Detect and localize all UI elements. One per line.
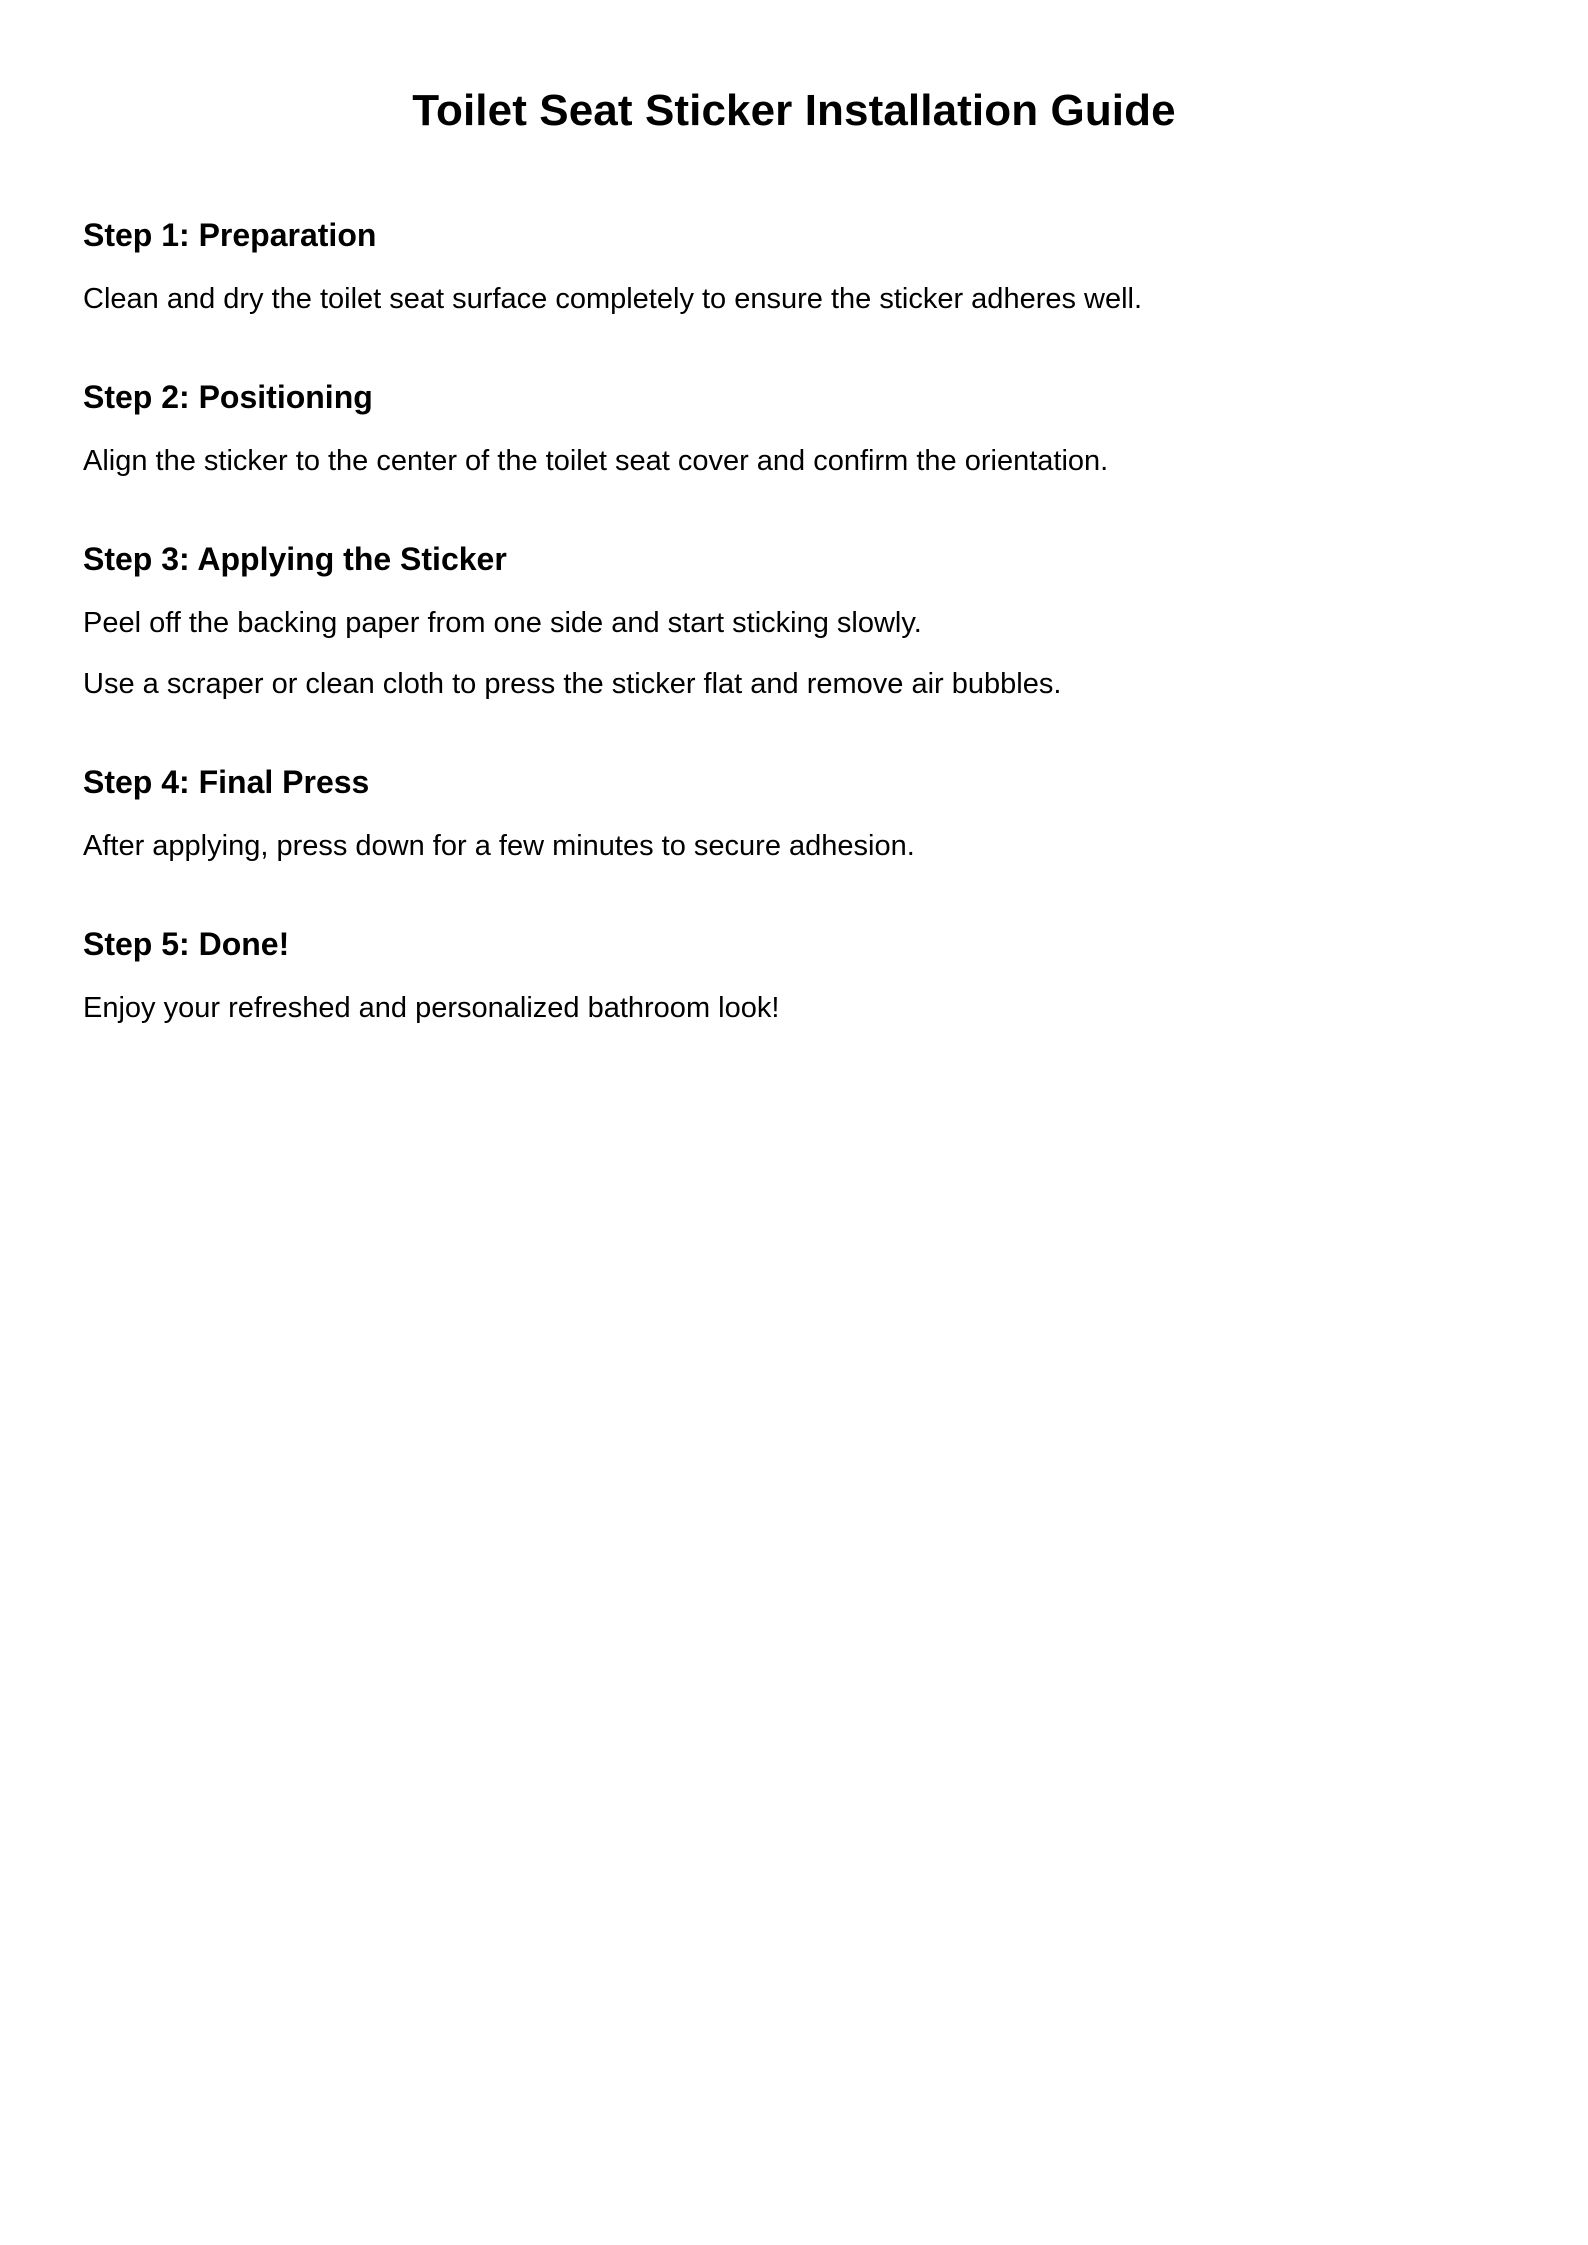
step-3-section <box>83 538 1503 702</box>
step-1-section <box>83 214 1503 317</box>
page-title: Toilet Seat Sticker Installation Guide <box>412 86 1176 135</box>
step-1-heading: Step 1: Preparation <box>83 217 377 253</box>
step-3-paragraph-2: Use a scraper or clean cloth to press the sticker flat and remove air bubbles. <box>83 668 1062 700</box>
document-content <box>83 214 1503 1085</box>
step-5-section <box>83 923 1503 1026</box>
step-2-paragraph-1: Align the sticker to the center of the toilet seat cover and confirm the orientation. <box>83 445 1109 477</box>
step-2-heading: Step 2: Positioning <box>83 379 373 415</box>
step-4-heading: Step 4: Final Press <box>83 764 370 800</box>
step-5-heading: Step 5: Done! <box>83 926 290 962</box>
step-1-paragraph-1: Clean and dry the toilet seat surface completely to ensure the sticker adheres well. <box>83 283 1143 315</box>
step-3-paragraph-1: Peel off the backing paper from one side and start sticking slowly. <box>83 607 922 639</box>
step-5-paragraph-1: Enjoy your refreshed and personalized bathroom look! <box>83 992 780 1024</box>
step-3-heading: Step 3: Applying the Sticker <box>83 541 507 577</box>
step-4-paragraph-1: After applying, press down for a few minutes to secure adhesion. <box>83 830 915 862</box>
step-4-section <box>83 761 1503 864</box>
step-2-section <box>83 376 1503 479</box>
